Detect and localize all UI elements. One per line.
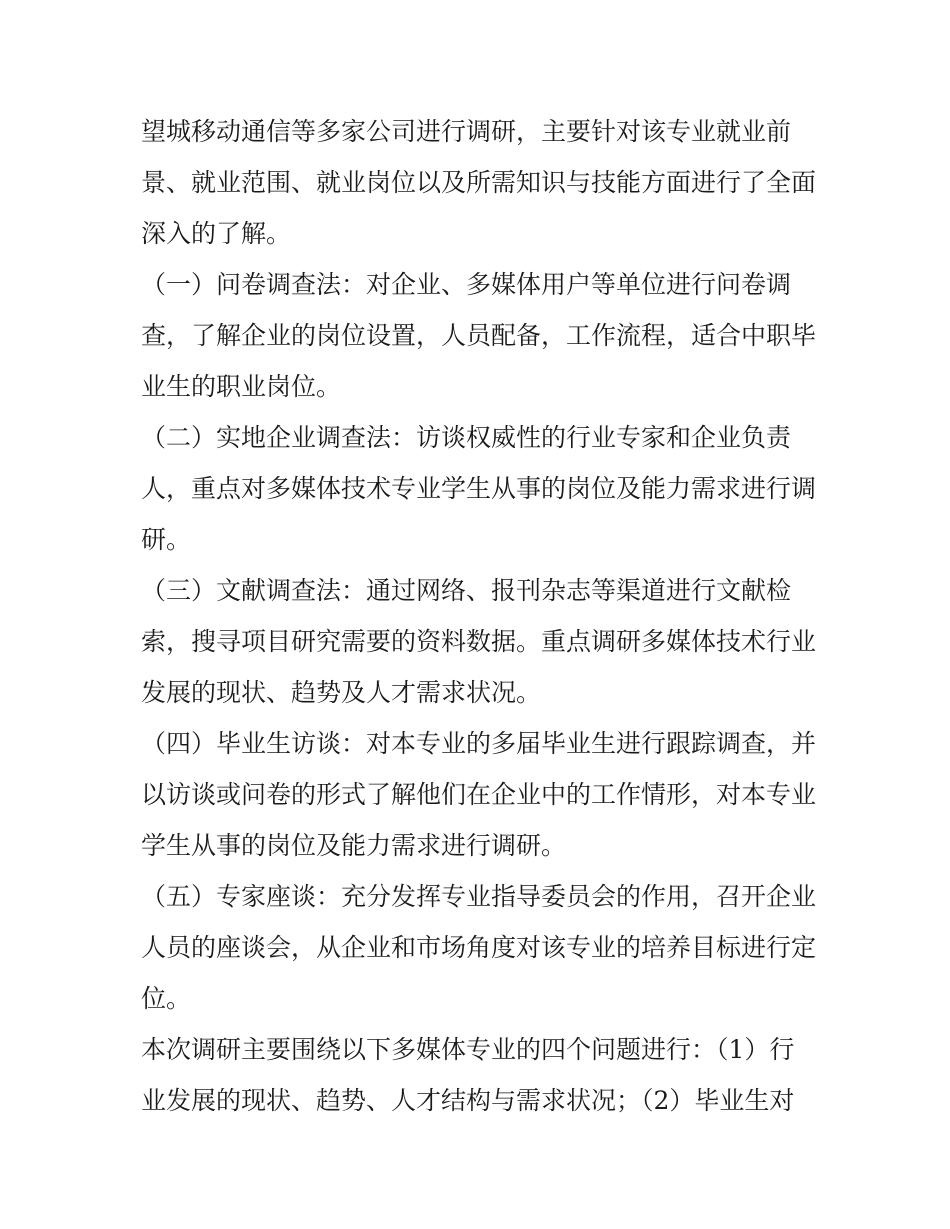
text-line: 望城移动通信等多家公司进行调研，主要针对该专业就业前	[141, 117, 792, 146]
text-line: 查，了解企业的岗位设置，人员配备，工作流程，适合中职毕	[141, 321, 817, 350]
text-line: （二）实地企业调查法：访谈权威性的行业专家和企业负责	[141, 423, 792, 452]
text-line: 本次调研主要围绕以下多媒体专业的四个问题进行：（1）行	[141, 1035, 795, 1064]
text-line: 发展的现状、趋势及人才需求状况。	[141, 678, 542, 707]
text-line: 学生从事的岗位及能力需求进行调研。	[141, 831, 567, 860]
body-text	[141, 106, 821, 1126]
text-line: 深入的了解。	[141, 219, 292, 248]
text-line: 业发展的现状、趋势、人才结构与需求状况；（2）毕业生对	[141, 1086, 795, 1115]
text-line: 业生的职业岗位。	[141, 372, 342, 401]
text-line: 人员的座谈会，从企业和市场角度对该专业的培养目标进行定	[141, 933, 817, 962]
text-line: 以访谈或问卷的形式了解他们在企业中的工作情形，对本专业	[141, 780, 817, 809]
text-line: （三）文献调查法：通过网络、报刊杂志等渠道进行文献检	[141, 576, 792, 605]
text-line: 位。	[141, 984, 192, 1013]
text-line: 索，搜寻项目研究需要的资料数据。重点调研多媒体技术行业	[141, 627, 817, 656]
text-line: （五）专家座谈：充分发挥专业指导委员会的作用，召开企业	[141, 882, 817, 911]
text-line: 人，重点对多媒体技术专业学生从事的岗位及能力需求进行调	[141, 474, 817, 503]
text-line: （四）毕业生访谈：对本专业的多届毕业生进行跟踪调查，并	[141, 729, 817, 758]
text-line: 研。	[141, 525, 192, 554]
text-line: （一）问卷调查法：对企业、多媒体用户等单位进行问卷调	[141, 270, 792, 299]
text-line: 景、就业范围、就业岗位以及所需知识与技能方面进行了全面	[141, 168, 817, 197]
